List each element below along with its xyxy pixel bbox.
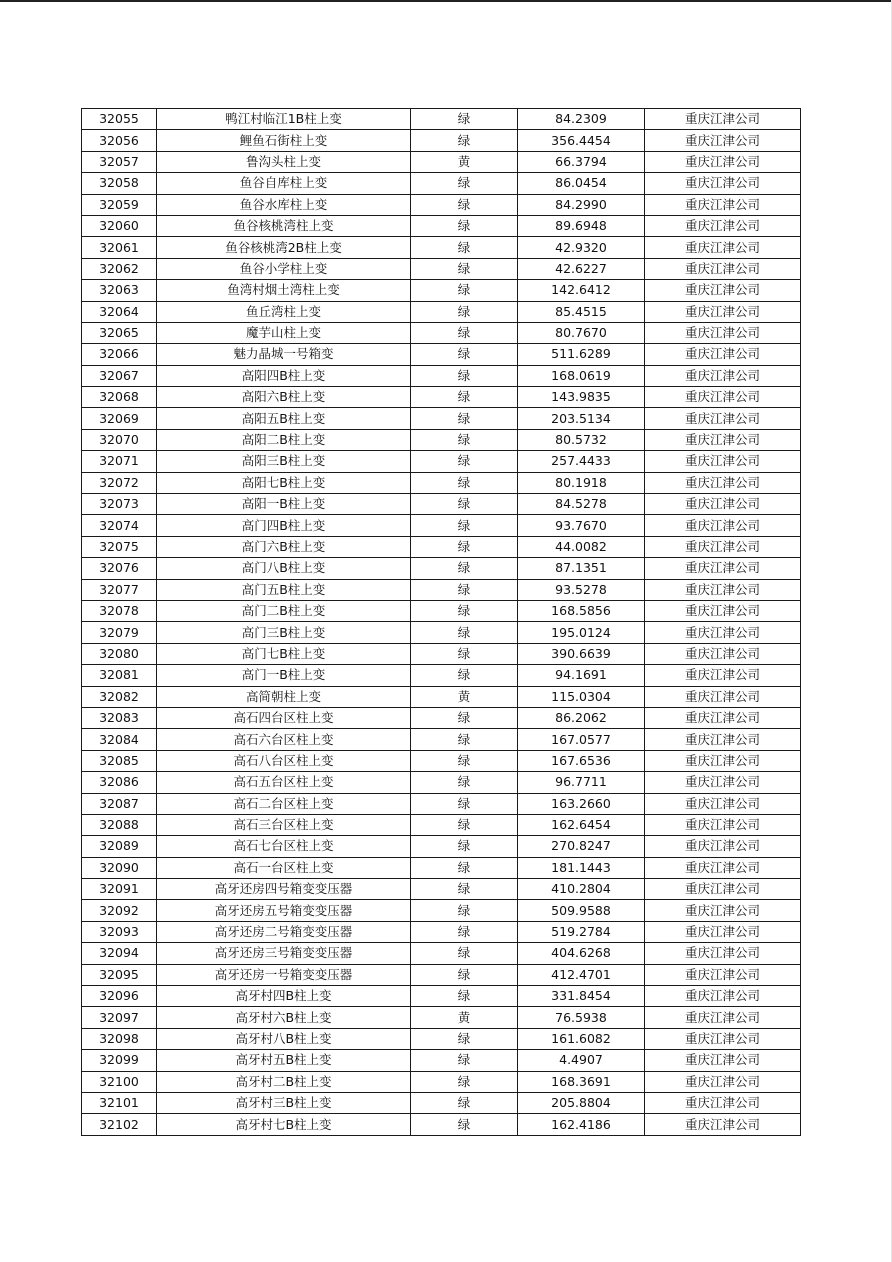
row-company-cell: 重庆江津公司 xyxy=(645,237,801,258)
row-level-cell: 绿 xyxy=(411,793,518,814)
row-value-cell: 205.8804 xyxy=(518,1092,645,1113)
row-value-cell: 84.2990 xyxy=(518,194,645,215)
table-row xyxy=(82,130,801,151)
row-level-cell: 绿 xyxy=(411,387,518,408)
row-value-cell: 195.0124 xyxy=(518,622,645,643)
table-row xyxy=(82,365,801,386)
row-company-cell: 重庆江津公司 xyxy=(645,665,801,686)
row-level-cell: 绿 xyxy=(411,109,518,130)
row-value-cell: 84.5278 xyxy=(518,494,645,515)
row-id-cell: 32084 xyxy=(82,729,157,750)
row-name-cell: 鱼丘湾柱上变 xyxy=(157,301,411,322)
row-value-cell: 181.1443 xyxy=(518,857,645,878)
row-value-cell: 4.4907 xyxy=(518,1050,645,1071)
table-row xyxy=(82,429,801,450)
row-value-cell: 412.4701 xyxy=(518,964,645,985)
row-name-cell: 高牙村七B柱上变 xyxy=(157,1114,411,1135)
table-row xyxy=(82,750,801,771)
row-level-cell: 绿 xyxy=(411,814,518,835)
row-value-cell: 519.2784 xyxy=(518,921,645,942)
row-company-cell: 重庆江津公司 xyxy=(645,301,801,322)
row-company-cell: 重庆江津公司 xyxy=(645,750,801,771)
row-value-cell: 80.5732 xyxy=(518,429,645,450)
row-company-cell: 重庆江津公司 xyxy=(645,494,801,515)
row-name-cell: 鸭江村临江1B柱上变 xyxy=(157,109,411,130)
row-value-cell: 96.7711 xyxy=(518,772,645,793)
row-name-cell: 魅力晶城一号箱变 xyxy=(157,344,411,365)
row-value-cell: 76.5938 xyxy=(518,1007,645,1028)
row-id-cell: 32085 xyxy=(82,750,157,771)
row-level-cell: 绿 xyxy=(411,429,518,450)
row-name-cell: 高石六台区柱上变 xyxy=(157,729,411,750)
table-row xyxy=(82,857,801,878)
row-level-cell: 绿 xyxy=(411,558,518,579)
row-id-cell: 32079 xyxy=(82,622,157,643)
row-value-cell: 93.7670 xyxy=(518,515,645,536)
row-value-cell: 410.2804 xyxy=(518,879,645,900)
row-id-cell: 32100 xyxy=(82,1071,157,1092)
table-row xyxy=(82,579,801,600)
table-row xyxy=(82,686,801,707)
row-company-cell: 重庆江津公司 xyxy=(645,1050,801,1071)
row-id-cell: 32087 xyxy=(82,793,157,814)
row-name-cell: 高门七B柱上变 xyxy=(157,643,411,664)
row-level-cell: 黄 xyxy=(411,686,518,707)
row-company-cell: 重庆江津公司 xyxy=(645,558,801,579)
row-level-cell: 绿 xyxy=(411,322,518,343)
row-value-cell: 42.6227 xyxy=(518,258,645,279)
row-name-cell: 高牙村二B柱上变 xyxy=(157,1071,411,1092)
row-level-cell: 绿 xyxy=(411,344,518,365)
table-row xyxy=(82,451,801,472)
row-id-cell: 32088 xyxy=(82,814,157,835)
row-name-cell: 高牙还房五号箱变变压器 xyxy=(157,900,411,921)
table-row xyxy=(82,387,801,408)
row-id-cell: 32094 xyxy=(82,943,157,964)
table-row xyxy=(82,665,801,686)
row-name-cell: 高门一B柱上变 xyxy=(157,665,411,686)
row-company-cell: 重庆江津公司 xyxy=(645,964,801,985)
row-id-cell: 32068 xyxy=(82,387,157,408)
table-row xyxy=(82,215,801,236)
row-company-cell: 重庆江津公司 xyxy=(645,814,801,835)
table-row xyxy=(82,793,801,814)
row-id-cell: 32098 xyxy=(82,1028,157,1049)
row-level-cell: 绿 xyxy=(411,237,518,258)
table-row xyxy=(82,1050,801,1071)
row-name-cell: 鱼谷自库柱上变 xyxy=(157,173,411,194)
row-value-cell: 66.3794 xyxy=(518,151,645,172)
row-company-cell: 重庆江津公司 xyxy=(645,1071,801,1092)
row-name-cell: 高牙村六B柱上变 xyxy=(157,1007,411,1028)
table-row xyxy=(82,836,801,857)
row-id-cell: 32101 xyxy=(82,1092,157,1113)
row-value-cell: 143.9835 xyxy=(518,387,645,408)
row-level-cell: 绿 xyxy=(411,600,518,621)
row-name-cell: 高石四台区柱上变 xyxy=(157,707,411,728)
table-row xyxy=(82,1028,801,1049)
row-name-cell: 高牙还房四号箱变变压器 xyxy=(157,879,411,900)
table-row xyxy=(82,558,801,579)
row-value-cell: 162.6454 xyxy=(518,814,645,835)
row-value-cell: 80.1918 xyxy=(518,472,645,493)
table-row xyxy=(82,600,801,621)
row-value-cell: 163.2660 xyxy=(518,793,645,814)
row-value-cell: 142.6412 xyxy=(518,280,645,301)
row-id-cell: 32058 xyxy=(82,173,157,194)
row-level-cell: 绿 xyxy=(411,986,518,1007)
table-row xyxy=(82,1071,801,1092)
row-name-cell: 高石一台区柱上变 xyxy=(157,857,411,878)
row-name-cell: 高门五B柱上变 xyxy=(157,579,411,600)
row-company-cell: 重庆江津公司 xyxy=(645,943,801,964)
row-level-cell: 绿 xyxy=(411,772,518,793)
row-level-cell: 绿 xyxy=(411,258,518,279)
table-row xyxy=(82,237,801,258)
row-level-cell: 绿 xyxy=(411,643,518,664)
table-row xyxy=(82,536,801,557)
table-row xyxy=(82,408,801,429)
row-value-cell: 42.9320 xyxy=(518,237,645,258)
row-value-cell: 94.1691 xyxy=(518,665,645,686)
table-row xyxy=(82,1007,801,1028)
table-row xyxy=(82,109,801,130)
row-name-cell: 高门二B柱上变 xyxy=(157,600,411,621)
row-id-cell: 32056 xyxy=(82,130,157,151)
row-value-cell: 404.6268 xyxy=(518,943,645,964)
row-company-cell: 重庆江津公司 xyxy=(645,686,801,707)
row-company-cell: 重庆江津公司 xyxy=(645,280,801,301)
row-value-cell: 162.4186 xyxy=(518,1114,645,1135)
row-company-cell: 重庆江津公司 xyxy=(645,643,801,664)
row-id-cell: 32064 xyxy=(82,301,157,322)
row-value-cell: 167.0577 xyxy=(518,729,645,750)
row-value-cell: 511.6289 xyxy=(518,344,645,365)
row-name-cell: 高门六B柱上变 xyxy=(157,536,411,557)
row-company-cell: 重庆江津公司 xyxy=(645,322,801,343)
row-level-cell: 绿 xyxy=(411,280,518,301)
table-row xyxy=(82,344,801,365)
row-id-cell: 32073 xyxy=(82,494,157,515)
row-company-cell: 重庆江津公司 xyxy=(645,130,801,151)
row-level-cell: 绿 xyxy=(411,494,518,515)
row-level-cell: 绿 xyxy=(411,964,518,985)
row-id-cell: 32063 xyxy=(82,280,157,301)
row-level-cell: 绿 xyxy=(411,365,518,386)
row-company-cell: 重庆江津公司 xyxy=(645,215,801,236)
row-id-cell: 32065 xyxy=(82,322,157,343)
row-id-cell: 32081 xyxy=(82,665,157,686)
table-row xyxy=(82,194,801,215)
row-name-cell: 高门八B柱上变 xyxy=(157,558,411,579)
row-company-cell: 重庆江津公司 xyxy=(645,879,801,900)
row-id-cell: 32066 xyxy=(82,344,157,365)
row-company-cell: 重庆江津公司 xyxy=(645,793,801,814)
row-company-cell: 重庆江津公司 xyxy=(645,1114,801,1135)
row-name-cell: 高石三台区柱上变 xyxy=(157,814,411,835)
row-level-cell: 绿 xyxy=(411,472,518,493)
row-level-cell: 绿 xyxy=(411,130,518,151)
row-name-cell: 高牙村四B柱上变 xyxy=(157,986,411,1007)
row-name-cell: 鱼谷水库柱上变 xyxy=(157,194,411,215)
row-value-cell: 85.4515 xyxy=(518,301,645,322)
row-name-cell: 鱼湾村烟土湾柱上变 xyxy=(157,280,411,301)
row-name-cell: 鲤鱼石街柱上变 xyxy=(157,130,411,151)
row-id-cell: 32076 xyxy=(82,558,157,579)
table-row xyxy=(82,280,801,301)
row-name-cell: 高牙村三B柱上变 xyxy=(157,1092,411,1113)
row-value-cell: 270.8247 xyxy=(518,836,645,857)
row-company-cell: 重庆江津公司 xyxy=(645,622,801,643)
table-row xyxy=(82,643,801,664)
row-value-cell: 203.5134 xyxy=(518,408,645,429)
row-name-cell: 高阳三B柱上变 xyxy=(157,451,411,472)
row-company-cell: 重庆江津公司 xyxy=(645,536,801,557)
row-id-cell: 32067 xyxy=(82,365,157,386)
table-row xyxy=(82,943,801,964)
table-row xyxy=(82,964,801,985)
row-value-cell: 89.6948 xyxy=(518,215,645,236)
row-level-cell: 绿 xyxy=(411,707,518,728)
row-level-cell: 绿 xyxy=(411,1114,518,1135)
row-id-cell: 32102 xyxy=(82,1114,157,1135)
row-value-cell: 161.6082 xyxy=(518,1028,645,1049)
row-id-cell: 32060 xyxy=(82,215,157,236)
row-level-cell: 绿 xyxy=(411,943,518,964)
row-level-cell: 绿 xyxy=(411,579,518,600)
row-level-cell: 绿 xyxy=(411,173,518,194)
table-body xyxy=(82,109,801,1136)
row-level-cell: 绿 xyxy=(411,729,518,750)
row-name-cell: 高牙还房三号箱变变压器 xyxy=(157,943,411,964)
row-name-cell: 高牙还房一号箱变变压器 xyxy=(157,964,411,985)
row-id-cell: 32082 xyxy=(82,686,157,707)
table-row xyxy=(82,900,801,921)
row-id-cell: 32070 xyxy=(82,429,157,450)
row-name-cell: 高阳二B柱上变 xyxy=(157,429,411,450)
row-name-cell: 高石五台区柱上变 xyxy=(157,772,411,793)
row-company-cell: 重庆江津公司 xyxy=(645,109,801,130)
row-name-cell: 高牙村八B柱上变 xyxy=(157,1028,411,1049)
row-id-cell: 32089 xyxy=(82,836,157,857)
table-row xyxy=(82,879,801,900)
row-company-cell: 重庆江津公司 xyxy=(645,472,801,493)
row-id-cell: 32090 xyxy=(82,857,157,878)
row-value-cell: 509.9588 xyxy=(518,900,645,921)
table-row xyxy=(82,986,801,1007)
row-id-cell: 32059 xyxy=(82,194,157,215)
row-company-cell: 重庆江津公司 xyxy=(645,194,801,215)
row-id-cell: 32072 xyxy=(82,472,157,493)
row-name-cell: 魔芋山柱上变 xyxy=(157,322,411,343)
row-id-cell: 32097 xyxy=(82,1007,157,1028)
row-level-cell: 绿 xyxy=(411,1050,518,1071)
row-value-cell: 167.6536 xyxy=(518,750,645,771)
row-value-cell: 93.5278 xyxy=(518,579,645,600)
row-id-cell: 32078 xyxy=(82,600,157,621)
row-id-cell: 32055 xyxy=(82,109,157,130)
row-id-cell: 32091 xyxy=(82,879,157,900)
row-company-cell: 重庆江津公司 xyxy=(645,258,801,279)
row-level-cell: 绿 xyxy=(411,921,518,942)
row-id-cell: 32099 xyxy=(82,1050,157,1071)
row-name-cell: 鱼谷核桃湾柱上变 xyxy=(157,215,411,236)
row-id-cell: 32092 xyxy=(82,900,157,921)
row-value-cell: 80.7670 xyxy=(518,322,645,343)
row-name-cell: 高门三B柱上变 xyxy=(157,622,411,643)
row-company-cell: 重庆江津公司 xyxy=(645,986,801,1007)
row-level-cell: 绿 xyxy=(411,1071,518,1092)
table-row xyxy=(82,494,801,515)
row-level-cell: 绿 xyxy=(411,750,518,771)
row-level-cell: 绿 xyxy=(411,408,518,429)
row-company-cell: 重庆江津公司 xyxy=(645,1007,801,1028)
table-row xyxy=(82,322,801,343)
row-id-cell: 32062 xyxy=(82,258,157,279)
row-name-cell: 高牙村五B柱上变 xyxy=(157,1050,411,1071)
row-name-cell: 鱼谷核桃湾2B柱上变 xyxy=(157,237,411,258)
row-company-cell: 重庆江津公司 xyxy=(645,772,801,793)
row-level-cell: 绿 xyxy=(411,515,518,536)
row-value-cell: 84.2309 xyxy=(518,109,645,130)
row-name-cell: 高阳七B柱上变 xyxy=(157,472,411,493)
row-id-cell: 32077 xyxy=(82,579,157,600)
row-company-cell: 重庆江津公司 xyxy=(645,344,801,365)
row-company-cell: 重庆江津公司 xyxy=(645,836,801,857)
page-top-border xyxy=(0,0,892,2)
table-row xyxy=(82,173,801,194)
row-company-cell: 重庆江津公司 xyxy=(645,579,801,600)
row-company-cell: 重庆江津公司 xyxy=(645,921,801,942)
row-name-cell: 高石七台区柱上变 xyxy=(157,836,411,857)
row-level-cell: 绿 xyxy=(411,665,518,686)
row-id-cell: 32075 xyxy=(82,536,157,557)
row-level-cell: 黄 xyxy=(411,151,518,172)
row-value-cell: 257.4433 xyxy=(518,451,645,472)
row-company-cell: 重庆江津公司 xyxy=(645,173,801,194)
transformer-table xyxy=(81,108,801,1136)
row-company-cell: 重庆江津公司 xyxy=(645,600,801,621)
row-name-cell: 高门四B柱上变 xyxy=(157,515,411,536)
row-id-cell: 32071 xyxy=(82,451,157,472)
row-name-cell: 高简朝柱上变 xyxy=(157,686,411,707)
table-row xyxy=(82,707,801,728)
row-value-cell: 390.6639 xyxy=(518,643,645,664)
row-value-cell: 168.3691 xyxy=(518,1071,645,1092)
row-value-cell: 86.2062 xyxy=(518,707,645,728)
row-id-cell: 32061 xyxy=(82,237,157,258)
row-company-cell: 重庆江津公司 xyxy=(645,857,801,878)
row-name-cell: 高石二台区柱上变 xyxy=(157,793,411,814)
row-company-cell: 重庆江津公司 xyxy=(645,408,801,429)
row-name-cell: 高阳一B柱上变 xyxy=(157,494,411,515)
row-id-cell: 32057 xyxy=(82,151,157,172)
row-level-cell: 绿 xyxy=(411,1028,518,1049)
row-name-cell: 鲁沟头柱上变 xyxy=(157,151,411,172)
row-name-cell: 高阳五B柱上变 xyxy=(157,408,411,429)
row-company-cell: 重庆江津公司 xyxy=(645,729,801,750)
row-company-cell: 重庆江津公司 xyxy=(645,1028,801,1049)
row-id-cell: 32086 xyxy=(82,772,157,793)
row-name-cell: 高石八台区柱上变 xyxy=(157,750,411,771)
row-level-cell: 绿 xyxy=(411,900,518,921)
table-row xyxy=(82,772,801,793)
row-value-cell: 87.1351 xyxy=(518,558,645,579)
row-value-cell: 44.0082 xyxy=(518,536,645,557)
row-level-cell: 绿 xyxy=(411,536,518,557)
row-company-cell: 重庆江津公司 xyxy=(645,1092,801,1113)
row-level-cell: 绿 xyxy=(411,215,518,236)
row-id-cell: 32080 xyxy=(82,643,157,664)
table-row xyxy=(82,1114,801,1135)
table-row xyxy=(82,515,801,536)
table-row xyxy=(82,921,801,942)
row-name-cell: 鱼谷小学柱上变 xyxy=(157,258,411,279)
row-id-cell: 32096 xyxy=(82,986,157,1007)
row-company-cell: 重庆江津公司 xyxy=(645,451,801,472)
row-company-cell: 重庆江津公司 xyxy=(645,515,801,536)
row-name-cell: 高阳六B柱上变 xyxy=(157,387,411,408)
table-row xyxy=(82,729,801,750)
row-company-cell: 重庆江津公司 xyxy=(645,900,801,921)
table-row xyxy=(82,258,801,279)
row-level-cell: 绿 xyxy=(411,857,518,878)
row-id-cell: 32093 xyxy=(82,921,157,942)
row-id-cell: 32069 xyxy=(82,408,157,429)
row-company-cell: 重庆江津公司 xyxy=(645,365,801,386)
row-level-cell: 黄 xyxy=(411,1007,518,1028)
row-level-cell: 绿 xyxy=(411,1092,518,1113)
row-level-cell: 绿 xyxy=(411,622,518,643)
row-value-cell: 168.5856 xyxy=(518,600,645,621)
row-level-cell: 绿 xyxy=(411,194,518,215)
table-row xyxy=(82,814,801,835)
row-company-cell: 重庆江津公司 xyxy=(645,387,801,408)
row-id-cell: 32074 xyxy=(82,515,157,536)
table-row xyxy=(82,622,801,643)
table-row xyxy=(82,301,801,322)
row-company-cell: 重庆江津公司 xyxy=(645,151,801,172)
row-value-cell: 331.8454 xyxy=(518,986,645,1007)
row-id-cell: 32083 xyxy=(82,707,157,728)
row-company-cell: 重庆江津公司 xyxy=(645,707,801,728)
row-level-cell: 绿 xyxy=(411,879,518,900)
row-level-cell: 绿 xyxy=(411,301,518,322)
row-level-cell: 绿 xyxy=(411,451,518,472)
row-value-cell: 168.0619 xyxy=(518,365,645,386)
table-row xyxy=(82,1092,801,1113)
row-name-cell: 高牙还房二号箱变变压器 xyxy=(157,921,411,942)
table-row xyxy=(82,151,801,172)
row-value-cell: 86.0454 xyxy=(518,173,645,194)
row-value-cell: 115.0304 xyxy=(518,686,645,707)
row-level-cell: 绿 xyxy=(411,836,518,857)
row-name-cell: 高阳四B柱上变 xyxy=(157,365,411,386)
row-value-cell: 356.4454 xyxy=(518,130,645,151)
table-row xyxy=(82,472,801,493)
row-id-cell: 32095 xyxy=(82,964,157,985)
row-company-cell: 重庆江津公司 xyxy=(645,429,801,450)
